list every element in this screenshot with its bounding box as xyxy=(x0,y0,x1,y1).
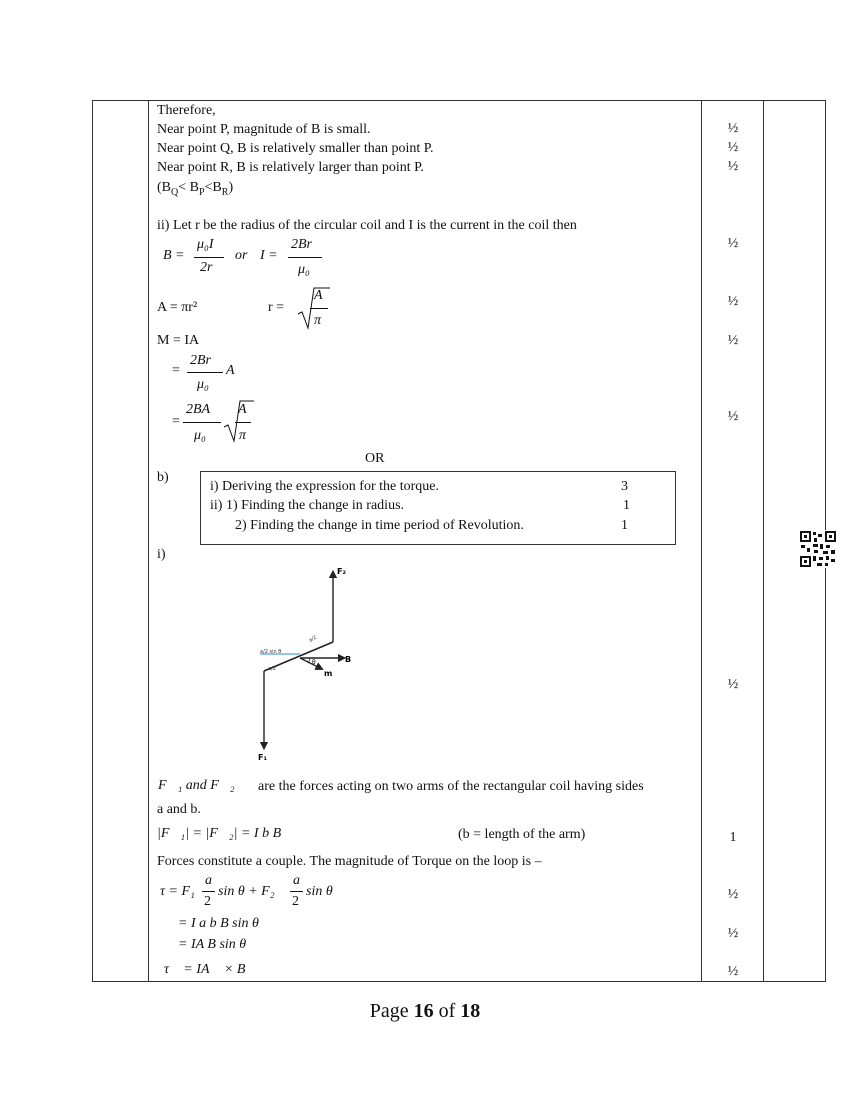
mark: ½ xyxy=(727,926,739,941)
radius-intro-text: ii) Let r be the radius of the circular coil and I is the current in the coil then xyxy=(157,218,577,233)
of-word: of xyxy=(438,1000,456,1022)
eq-m2-a: A xyxy=(226,363,235,378)
eq-b-den: 2r xyxy=(200,260,213,275)
mark: ½ xyxy=(727,294,739,309)
fraction-bar xyxy=(194,257,224,258)
eq-m2-equals: = xyxy=(172,363,180,378)
couple-text: Forces constitute a couple. The magnitude of Torque on the loop is – xyxy=(157,854,542,869)
fraction-bar xyxy=(290,891,303,892)
column-divider xyxy=(701,101,702,981)
qr-code-icon xyxy=(799,530,837,568)
eq-m3-num: 2BA xyxy=(186,402,211,417)
tau-end: sin θ xyxy=(306,884,333,899)
eq-i-num: 2Br xyxy=(291,237,312,252)
page-number: 16 xyxy=(413,1000,434,1022)
eq-moment: M = IA xyxy=(157,333,200,348)
mark: ½ xyxy=(727,121,739,136)
tau-vector: τ⃗ = IA⃗ × B⃗ xyxy=(164,962,257,977)
torque-diagram xyxy=(240,560,380,770)
forces-sides: a and b. xyxy=(157,802,201,817)
page-total: 18 xyxy=(460,1000,481,1022)
tau-line-2: = I a b B sin θ xyxy=(178,916,259,931)
mark: ½ xyxy=(727,887,739,902)
f2-label: F₂ xyxy=(337,567,346,576)
eq-force-magnitude: |F⃗₁| = |F⃗₂| = I b B xyxy=(157,826,282,841)
tau-mid: sin θ + F₂ xyxy=(218,884,275,899)
part-b-label: b) xyxy=(157,470,169,485)
mark: ½ xyxy=(727,333,739,348)
near-r-text: Near point R, B is relatively larger than point P. xyxy=(157,160,424,175)
mark: ½ xyxy=(727,964,739,979)
eq-b-num: μ₀I xyxy=(197,237,214,252)
half-a-bottom-label: a/2 xyxy=(268,666,276,672)
eq-or: or xyxy=(235,248,248,263)
therefore-text: Therefore, xyxy=(157,103,216,118)
near-p-text: Near point P, magnitude of B is small. xyxy=(157,122,371,137)
eq-i-lhs: I = xyxy=(260,248,278,263)
arm-length-note: (b = length of the arm) xyxy=(458,827,586,842)
mark: ½ xyxy=(727,677,739,692)
mark: ½ xyxy=(727,409,739,424)
scheme-row-1-mark: 3 xyxy=(621,479,628,494)
tau-line-3: = IA B sin θ xyxy=(178,937,247,952)
near-q-text: Near point Q, B is relatively smaller than point P. xyxy=(157,141,434,156)
mark: ½ xyxy=(727,159,739,174)
marking-scheme-box xyxy=(200,471,676,545)
forces-description: are the forces acting on two arms of the rectangular coil having sides xyxy=(258,779,644,794)
scheme-row-1: i) Deriving the expression for the torque. xyxy=(210,479,439,494)
page-word: Page xyxy=(369,1000,409,1022)
forces-vectors: F⃗₁ and F⃗₂ xyxy=(158,778,235,793)
tau-frac-a1: a xyxy=(205,873,212,888)
b-label: B xyxy=(345,655,352,664)
field-order: $(B_Q< B_P<B_R)$ xyxy=(157,180,234,198)
column-divider xyxy=(148,101,149,981)
theta-label: θ xyxy=(312,659,316,666)
mark: ½ xyxy=(727,140,739,155)
eq-area: A = πr² xyxy=(157,300,198,315)
fraction-bar xyxy=(235,422,251,423)
half-a-top-label: a/2 xyxy=(308,634,318,644)
eq-m2-num: 2Br xyxy=(190,353,211,368)
scheme-row-3-mark: 1 xyxy=(621,518,628,533)
fraction-bar xyxy=(187,372,223,373)
eq-m3-snum: A xyxy=(238,402,247,417)
eq-r-lhs: r = xyxy=(268,300,285,315)
eq-r-den: π xyxy=(314,313,322,328)
page-footer xyxy=(0,1000,850,1023)
fraction-bar xyxy=(202,891,215,892)
eq-m3-equals: = xyxy=(172,414,180,429)
tau-frac-two2: 2 xyxy=(292,894,299,909)
or-separator: OR xyxy=(365,451,385,466)
eq-r-num: A xyxy=(314,288,323,303)
fraction-bar xyxy=(183,422,221,423)
eq-m3-sden: π xyxy=(239,428,247,443)
part-b-i-label: i) xyxy=(157,547,166,562)
m-label: m xyxy=(324,669,333,678)
scheme-row-3: 2) Finding the change in time period of Revolution. xyxy=(235,518,524,533)
half-b-sin-label: a/2 sin θ xyxy=(260,649,282,655)
eq-i-den: μ₀ xyxy=(298,262,310,277)
eq-b-lhs: B = xyxy=(163,248,185,263)
fraction-bar xyxy=(288,257,322,258)
eq-m2-den: μ₀ xyxy=(197,377,209,392)
column-divider xyxy=(763,101,764,981)
scheme-row-2: ii) 1) Finding the change in radius. xyxy=(210,498,405,513)
tau-frac-two1: 2 xyxy=(204,894,211,909)
eq-m3-den: μ₀ xyxy=(194,428,206,443)
mark: ½ xyxy=(727,236,739,251)
scheme-row-2-mark: 1 xyxy=(623,498,630,513)
fraction-bar xyxy=(310,308,328,309)
tau-frac-a2: a xyxy=(293,873,300,888)
f1-label: F₁ xyxy=(258,753,267,762)
mark: 1 xyxy=(729,830,737,845)
tau-lhs: τ = F₁ xyxy=(160,884,195,899)
